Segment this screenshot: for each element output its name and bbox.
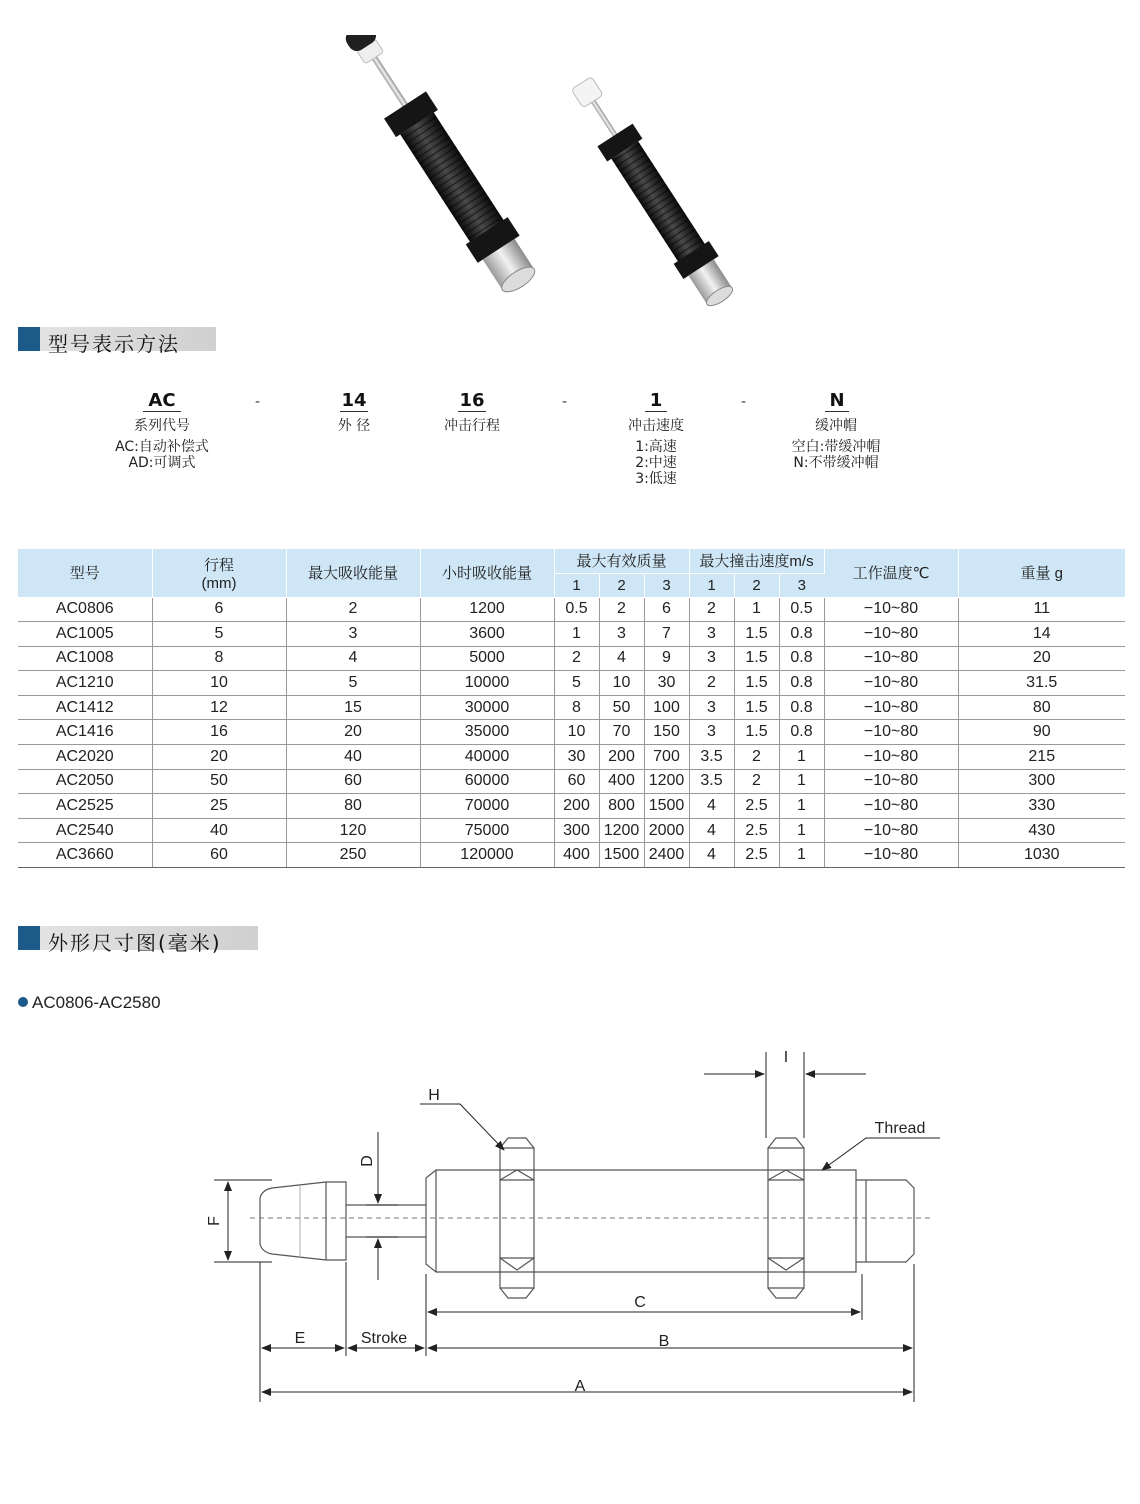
shock-absorber-small <box>564 72 741 313</box>
table-cell: 1.5 <box>734 720 779 745</box>
table-cell: 30 <box>554 745 599 770</box>
table-row <box>18 745 1125 770</box>
table-cell: 40 <box>286 745 420 770</box>
table-cell: 330 <box>958 794 1125 819</box>
dash: - <box>562 394 568 410</box>
table-cell: 12 <box>152 695 286 720</box>
table-cell: −10~80 <box>824 818 958 843</box>
code-cap: N <box>829 390 845 411</box>
table-cell: −10~80 <box>824 745 958 770</box>
heading-marker <box>18 327 40 351</box>
table-cell: 1030 <box>958 843 1125 868</box>
table-cell: 0.8 <box>779 622 824 647</box>
table-cell: 35000 <box>420 720 554 745</box>
table-cell: −10~80 <box>824 843 958 868</box>
table-cell: 1.5 <box>734 671 779 696</box>
table-cell: 3 <box>689 695 734 720</box>
label-c: C <box>634 1294 646 1311</box>
table-cell: 8 <box>152 646 286 671</box>
header-stroke-label: 行程 <box>203 556 234 574</box>
table-cell: 2.5 <box>734 794 779 819</box>
table-cell: −10~80 <box>824 794 958 819</box>
table-cell: 4 <box>689 794 734 819</box>
table-cell: 31.5 <box>958 671 1125 696</box>
cell-model: AC3660 <box>18 843 152 868</box>
table-cell: −10~80 <box>824 622 958 647</box>
label-d: D <box>359 1155 376 1167</box>
header-max-energy: 最大吸收能量 <box>286 549 420 597</box>
label-diameter: 外 径 <box>337 418 371 434</box>
table-row <box>18 622 1125 647</box>
cell-model: AC1412 <box>18 695 152 720</box>
product-photo <box>320 35 790 320</box>
table-cell: 60 <box>554 769 599 794</box>
code-underline <box>143 411 181 412</box>
label-thread: Thread <box>874 1120 926 1137</box>
table-cell: 60 <box>286 769 420 794</box>
label-cap: 缓冲帽 <box>815 418 857 434</box>
table-cell: 20 <box>286 720 420 745</box>
label-speed: 冲击速度 <box>628 418 684 434</box>
cell-model: AC2540 <box>18 818 152 843</box>
table-cell: 5 <box>554 671 599 696</box>
table-cell: 5000 <box>420 646 554 671</box>
table-cell: 1200 <box>599 818 644 843</box>
table-row <box>18 646 1125 671</box>
section-title: 型号表示方法 <box>48 332 180 356</box>
table-cell: 100 <box>644 695 689 720</box>
code-underline <box>825 411 849 412</box>
bullet-dot <box>18 997 28 1007</box>
code-series: AC <box>148 390 176 411</box>
table-cell: 3 <box>689 622 734 647</box>
model-range <box>18 993 161 1013</box>
table-cell: 4 <box>689 818 734 843</box>
table-cell: 20 <box>958 646 1125 671</box>
table-cell: 10 <box>152 671 286 696</box>
table-cell: 3.5 <box>689 745 734 770</box>
table-cell: 3 <box>689 720 734 745</box>
speed-option-1: 1:高速 <box>635 439 677 455</box>
section-title: 外形尺寸图(毫米) <box>48 931 222 955</box>
table-cell: 1.5 <box>734 646 779 671</box>
table-cell: 3 <box>689 646 734 671</box>
table-cell: 2 <box>286 597 420 622</box>
table-header <box>18 549 1125 597</box>
header-max-speed: 最大撞击速度m/s <box>689 549 824 573</box>
code-speed: 1 <box>649 390 663 411</box>
label-stroke: 冲击行程 <box>444 418 500 434</box>
table-cell: 80 <box>958 695 1125 720</box>
table-cell: 9 <box>644 646 689 671</box>
table-cell: 1200 <box>644 769 689 794</box>
table-cell: 1 <box>554 622 599 647</box>
table-cell: 250 <box>286 843 420 868</box>
table-cell: 2.5 <box>734 843 779 868</box>
table-row <box>18 818 1125 843</box>
table-cell: 2 <box>689 671 734 696</box>
bumper-cap <box>260 1182 346 1260</box>
code-underline <box>458 411 486 412</box>
label-a: A <box>574 1378 586 1395</box>
table-cell: 400 <box>554 843 599 868</box>
table-cell: 3600 <box>420 622 554 647</box>
table-cell: 800 <box>599 794 644 819</box>
table-cell: 3 <box>599 622 644 647</box>
label-e: E <box>294 1330 306 1347</box>
section-heading-model-code <box>18 327 216 356</box>
table-cell: −10~80 <box>824 720 958 745</box>
table-cell: 5 <box>152 622 286 647</box>
table-cell: 3 <box>286 622 420 647</box>
table-cell: 1500 <box>644 794 689 819</box>
cell-model: AC2020 <box>18 745 152 770</box>
table-cell: 50 <box>152 769 286 794</box>
table-cell: 120000 <box>420 843 554 868</box>
cell-model: AC1416 <box>18 720 152 745</box>
heading-marker <box>18 926 40 950</box>
table-cell: 1 <box>779 818 824 843</box>
table-row <box>18 794 1125 819</box>
header-sub: 2 <box>734 573 779 597</box>
table-cell: 14 <box>958 622 1125 647</box>
label-h: H <box>428 1087 440 1104</box>
header-model: 型号 <box>18 549 152 597</box>
cell-model: AC0806 <box>18 597 152 622</box>
dimension-drawing <box>0 1030 1140 1430</box>
table-cell: 1500 <box>599 843 644 868</box>
table-cell: 80 <box>286 794 420 819</box>
speed-option-2: 2:中速 <box>635 455 677 471</box>
table-cell: 2 <box>734 745 779 770</box>
table-row <box>18 769 1125 794</box>
table-cell: 1 <box>779 794 824 819</box>
table-cell: 2 <box>554 646 599 671</box>
table-cell: 0.5 <box>554 597 599 622</box>
series-option-ad: AD:可调式 <box>128 455 196 471</box>
table-cell: 0.8 <box>779 646 824 671</box>
table-cell: 1.5 <box>734 695 779 720</box>
end-fitting <box>856 1180 914 1262</box>
dimension-lines <box>214 1052 940 1402</box>
table-cell: 1200 <box>420 597 554 622</box>
header-sub: 2 <box>599 573 644 597</box>
table-row <box>18 695 1125 720</box>
table-cell: 2 <box>734 769 779 794</box>
table-cell: 4 <box>689 843 734 868</box>
table-row <box>18 843 1125 868</box>
code-underline <box>645 411 667 412</box>
label-f: F <box>206 1216 223 1226</box>
table-cell: 2 <box>599 597 644 622</box>
table-cell: 120 <box>286 818 420 843</box>
table-cell: 40000 <box>420 745 554 770</box>
header-temp: 工作温度℃ <box>824 549 958 597</box>
table-cell: 8 <box>554 695 599 720</box>
code-stroke: 16 <box>459 390 485 411</box>
label-b: B <box>658 1333 670 1350</box>
table-cell: 300 <box>958 769 1125 794</box>
table-cell: 4 <box>286 646 420 671</box>
code-underline <box>340 411 368 412</box>
dimension-labels <box>206 1049 925 1395</box>
table-cell: 430 <box>958 818 1125 843</box>
table-cell: 15 <box>286 695 420 720</box>
cell-model: AC1005 <box>18 622 152 647</box>
table-body <box>18 597 1125 868</box>
header-hour-energy: 小时吸收能量 <box>420 549 554 597</box>
table-cell: 25 <box>152 794 286 819</box>
label-i: I <box>783 1049 789 1066</box>
table-cell: −10~80 <box>824 597 958 622</box>
code-diameter: 14 <box>341 390 367 411</box>
table-cell: −10~80 <box>824 671 958 696</box>
table-cell: 4 <box>599 646 644 671</box>
table-cell: 30 <box>644 671 689 696</box>
table-cell: 11 <box>958 597 1125 622</box>
table-cell: 10 <box>599 671 644 696</box>
header-sub: 3 <box>644 573 689 597</box>
cell-model: AC1008 <box>18 646 152 671</box>
table-cell: 1.5 <box>734 622 779 647</box>
section-heading-dimensions <box>18 926 258 955</box>
table-cell: 200 <box>554 794 599 819</box>
table-cell: 1 <box>779 843 824 868</box>
table-cell: 1 <box>779 745 824 770</box>
header-weight: 重量 g <box>958 549 1125 597</box>
cell-model: AC2525 <box>18 794 152 819</box>
table-cell: 1 <box>734 597 779 622</box>
table-cell: 6 <box>644 597 689 622</box>
table-cell: 0.8 <box>779 720 824 745</box>
cell-model: AC1210 <box>18 671 152 696</box>
table-cell: 0.8 <box>779 671 824 696</box>
header-stroke-unit: (mm) <box>201 574 237 592</box>
table-cell: 700 <box>644 745 689 770</box>
table-cell: 30000 <box>420 695 554 720</box>
table-row <box>18 720 1125 745</box>
table-cell: 16 <box>152 720 286 745</box>
table-cell: 1 <box>779 769 824 794</box>
table-cell: 215 <box>958 745 1125 770</box>
table-cell: 200 <box>599 745 644 770</box>
header-sub: 3 <box>779 573 824 597</box>
table-cell: 0.8 <box>779 695 824 720</box>
table-cell: 0.5 <box>779 597 824 622</box>
table-cell: 2 <box>689 597 734 622</box>
table-cell: 20 <box>152 745 286 770</box>
spec-table <box>18 549 1125 868</box>
model-range-text: AC0806-AC2580 <box>32 993 161 1012</box>
table-cell: 400 <box>599 769 644 794</box>
header-max-mass: 最大有效质量 <box>554 549 689 573</box>
dash: - <box>741 394 747 410</box>
dash: - <box>255 394 261 410</box>
table-cell: 75000 <box>420 818 554 843</box>
series-option-ac: AC:自动补偿式 <box>115 439 209 455</box>
cap-option-blank: 空白:带缓冲帽 <box>791 439 881 455</box>
threaded-body <box>426 1170 856 1272</box>
shock-absorber-large <box>334 35 544 300</box>
table-row <box>18 597 1125 622</box>
cell-model: AC2050 <box>18 769 152 794</box>
cap-option-n: N:不带缓冲帽 <box>793 455 879 471</box>
table-cell: 10000 <box>420 671 554 696</box>
table-cell: 2400 <box>644 843 689 868</box>
table-row <box>18 671 1125 696</box>
table-cell: 40 <box>152 818 286 843</box>
table-cell: 10 <box>554 720 599 745</box>
header-stroke <box>152 549 286 597</box>
table-cell: −10~80 <box>824 646 958 671</box>
table-cell: 300 <box>554 818 599 843</box>
table-cell: −10~80 <box>824 695 958 720</box>
label-stroke: Stroke <box>360 1330 408 1347</box>
table-cell: 50 <box>599 695 644 720</box>
table-cell: −10~80 <box>824 769 958 794</box>
table-cell: 2.5 <box>734 818 779 843</box>
label-series: 系列代号 <box>134 418 190 434</box>
table-cell: 60000 <box>420 769 554 794</box>
speed-option-3: 3:低速 <box>635 471 677 487</box>
table-cell: 150 <box>644 720 689 745</box>
table-cell: 60 <box>152 843 286 868</box>
table-cell: 70000 <box>420 794 554 819</box>
table-cell: 90 <box>958 720 1125 745</box>
header-sub: 1 <box>689 573 734 597</box>
table-cell: 70 <box>599 720 644 745</box>
table-cell: 5 <box>286 671 420 696</box>
table-cell: 6 <box>152 597 286 622</box>
table-cell: 2000 <box>644 818 689 843</box>
table-cell: 3.5 <box>689 769 734 794</box>
header-sub: 1 <box>554 573 599 597</box>
table-cell: 7 <box>644 622 689 647</box>
